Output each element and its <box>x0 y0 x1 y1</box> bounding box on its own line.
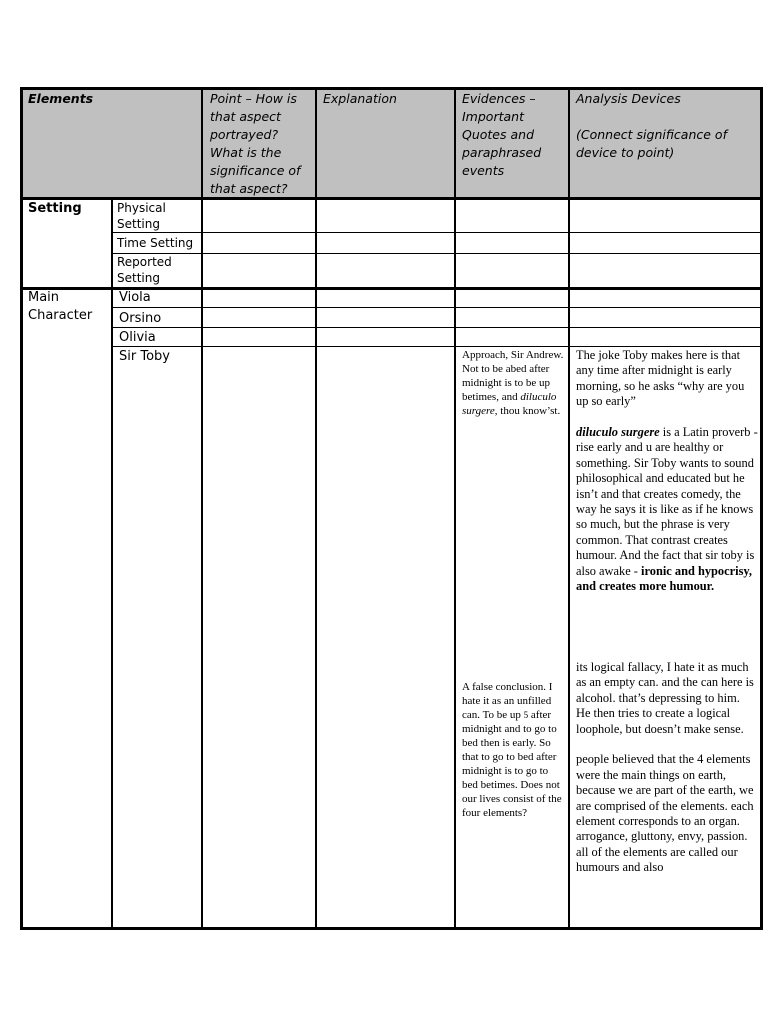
column-divider <box>111 198 113 929</box>
column-divider <box>201 87 203 929</box>
evidence-1-latin: diluculo surgere <box>462 391 557 417</box>
evidence-1-text: Approach, Sir Andrew. Not to be abed after midnight is to be up betimes, and <box>462 349 564 403</box>
column-divider <box>454 87 456 929</box>
sir-toby-evidence-1 <box>462 348 566 418</box>
row-divider <box>112 253 762 254</box>
evidence-1-end: , thou know’st. <box>494 405 561 417</box>
table-border-left <box>20 87 23 930</box>
header-evidences: Evidences – Important Quotes and paraphrased events <box>462 91 542 178</box>
column-divider <box>315 87 317 929</box>
header-analysis-title: Analysis Devices <box>576 91 681 106</box>
header-analysis-note: (Connect significance of device to point) <box>576 127 727 160</box>
orsino-label: Orsino <box>119 311 162 326</box>
physical-setting-label: Physical Setting <box>117 201 166 231</box>
table-border-bottom <box>20 927 763 930</box>
analysis-2-body: is a Latin proverb - rise early and u are healthy or something. Sir Toby wants to sound philosophical and educated but he isn’t and that creates comedy, the way he says it is like as if he knows so much, but the phrase is very common. That contrast creates humour. And the fact that sir toby is also awake - <box>576 425 758 578</box>
sir-toby-analysis-1 <box>576 348 758 595</box>
analysis-3-text: its logical fallacy, I hate it as much as an empty can. and the can here is alcohol. that’s depressing to him. <box>576 660 754 705</box>
evidence-2-rest: after midnight and to go to bed then is early. So that to go to bed after midnight is to go to bed betimes. Does not our lives consist of the four elements? <box>462 709 562 819</box>
main-character-label: Main Character <box>28 290 93 323</box>
analysis-spacer <box>576 737 758 752</box>
setting-label: Setting <box>28 201 82 216</box>
analysis-5-text: people believed that the 4 elements were the main things on earth, because we are part of the earth, we are comprised of the elements. each element corresponds to an organ. arrogance, gluttony, envy, passion. all of the elements are called our humours and also <box>576 752 754 875</box>
analysis-1-text: The joke Toby makes here is that any time after midnight is early morning, so he asks “why are you up so early” <box>576 348 745 409</box>
viola-label: Viola <box>119 290 151 305</box>
time-setting-label: Time Setting <box>117 236 194 250</box>
sir-toby-analysis-2 <box>576 660 758 876</box>
evidence-2-text: A false conclusion. I hate it as an unfilled can. To be up <box>462 681 553 721</box>
analysis-2-emphasis: ironic and hypocrisy, and creates more humour. <box>576 563 752 594</box>
row-divider <box>112 346 762 347</box>
sir-toby-evidence-2 <box>462 680 566 820</box>
analysis-2-text <box>576 425 758 594</box>
row-divider <box>112 327 762 328</box>
header-point: Point – How is that aspect portrayed? What is the significance of that aspect? <box>210 91 301 196</box>
reported-setting-label: Reported Setting <box>117 255 172 285</box>
header-analysis <box>576 90 758 162</box>
evidence-2-number: 5 <box>523 710 529 720</box>
row-divider <box>112 232 762 233</box>
header-analysis-spacer <box>576 108 758 126</box>
analysis-4-text: He then tries to create a logical loophole, but doesn’t make sense. <box>576 706 744 736</box>
analysis-2-latin: diluculo surgere <box>576 425 660 440</box>
olivia-label: Olivia <box>119 330 156 345</box>
table-border-right <box>760 87 763 930</box>
analysis-spacer <box>576 410 758 425</box>
row-divider <box>112 307 762 308</box>
header-explanation: Explanation <box>323 91 397 106</box>
header-elements: Elements <box>28 91 94 106</box>
column-divider <box>568 87 570 929</box>
sir-toby-label: Sir Toby <box>119 349 170 364</box>
